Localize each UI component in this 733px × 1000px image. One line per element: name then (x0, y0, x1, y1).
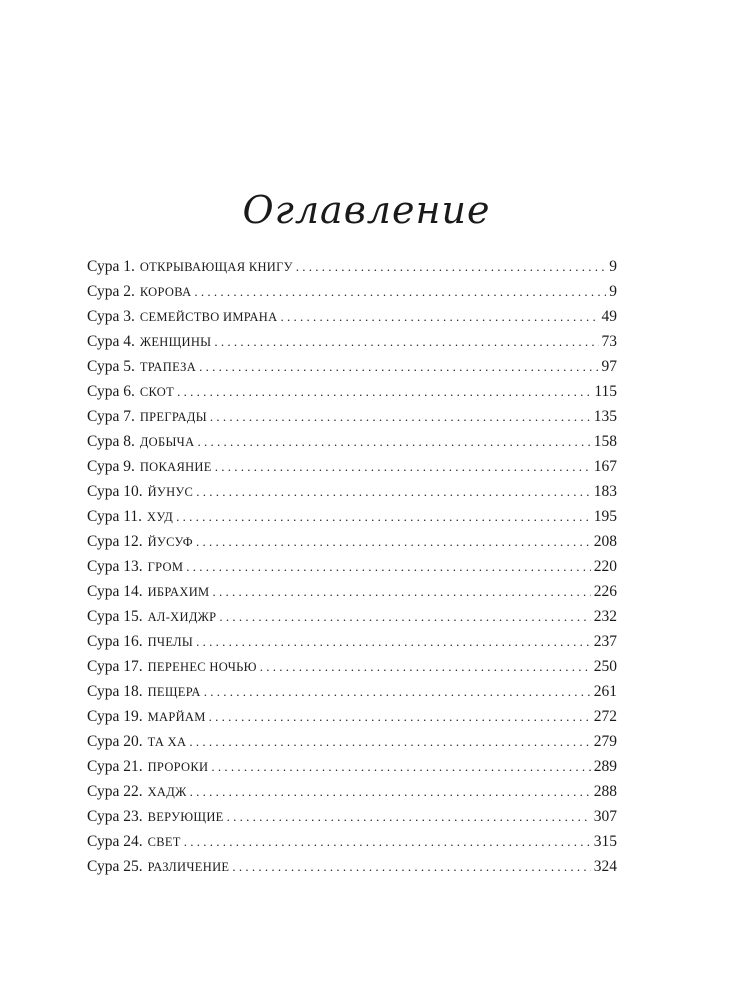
toc-entry-page-number: 261 (593, 683, 617, 700)
toc-entry-page-number: 183 (593, 483, 617, 500)
toc-entry[interactable] (87, 683, 617, 708)
toc-leader-dots (296, 259, 606, 275)
toc-entry[interactable] (87, 483, 617, 508)
toc-entry[interactable] (87, 808, 617, 833)
toc-entry-title: ПЧЕЛЫ (147, 635, 194, 649)
page-title: Оглавление (242, 188, 491, 232)
toc-entry-title: ХАДЖ (147, 785, 187, 799)
toc-leader-dots (196, 484, 591, 500)
toc-entry-title: КОРОВА (139, 285, 192, 299)
toc-entry[interactable] (87, 758, 617, 783)
toc-entry-number: Сура 25. (87, 858, 143, 875)
toc-entry-title: ЙУСУФ (147, 535, 193, 549)
toc-leader-dots (232, 859, 590, 875)
toc-entry-title: РАЗЛИЧЕНИЕ (147, 860, 230, 874)
toc-leader-dots (199, 359, 598, 375)
toc-entry-page-number: 9 (609, 283, 617, 300)
toc-entry-page-number: 49 (601, 308, 617, 325)
toc-entry-page-number: 97 (601, 358, 617, 375)
toc-entry-number: Сура 7. (87, 408, 135, 425)
toc-entry-title: СКОТ (139, 385, 175, 399)
toc-entry-page-number: 272 (593, 708, 617, 725)
toc-leader-dots (184, 834, 591, 850)
toc-leader-dots (214, 334, 598, 350)
toc-entry-page-number: 315 (593, 833, 617, 850)
toc-entry-title: ПЕРЕНЕС НОЧЬЮ (147, 660, 257, 674)
toc-leader-dots (196, 634, 591, 650)
toc-entry-number: Сура 20. (87, 733, 143, 750)
toc-leader-dots (209, 709, 591, 725)
toc-entry-page-number: 208 (593, 533, 617, 550)
toc-entry-title: ОТКРЫВАЮЩАЯ КНИГУ (139, 260, 293, 274)
table-of-contents (87, 258, 617, 883)
toc-entry-title: ПЕЩЕРА (147, 685, 201, 699)
toc-leader-dots (189, 734, 590, 750)
toc-entry-number: Сура 17. (87, 658, 143, 675)
toc-entry-number: Сура 23. (87, 808, 143, 825)
toc-entry-number: Сура 15. (87, 608, 143, 625)
toc-entry-page-number: 226 (593, 583, 617, 600)
toc-entry[interactable] (87, 733, 617, 758)
toc-entry-number: Сура 10. (87, 483, 143, 500)
toc-leader-dots (212, 584, 590, 600)
toc-entry-title: ЖЕНЩИНЫ (139, 335, 212, 349)
toc-entry-number: Сура 6. (87, 383, 135, 400)
toc-entry-page-number: 158 (593, 433, 617, 450)
toc-entry-page-number: 324 (593, 858, 617, 875)
toc-leader-dots (177, 384, 591, 400)
toc-entry-title: ПРЕГРАДЫ (139, 410, 207, 424)
toc-entry-number: Сура 5. (87, 358, 135, 375)
toc-entry-number: Сура 22. (87, 783, 143, 800)
toc-entry[interactable] (87, 308, 617, 333)
toc-entry-title: ТРАПЕЗА (139, 360, 197, 374)
toc-leader-dots (211, 759, 590, 775)
toc-entry-title: СВЕТ (147, 835, 181, 849)
toc-entry-page-number: 289 (593, 758, 617, 775)
toc-entry-title: ПОКАЯНИЕ (139, 460, 212, 474)
toc-entry[interactable] (87, 783, 617, 808)
toc-entry[interactable] (87, 408, 617, 433)
toc-entry[interactable] (87, 633, 617, 658)
toc-leader-dots (186, 559, 590, 575)
toc-entry-page-number: 9 (609, 258, 617, 275)
toc-entry[interactable] (87, 533, 617, 558)
toc-leader-dots (215, 459, 591, 475)
toc-entry-page-number: 232 (593, 608, 617, 625)
toc-entry-title: ИБРАХИМ (147, 585, 210, 599)
toc-entry-page-number: 73 (601, 333, 617, 350)
toc-leader-dots (194, 284, 606, 300)
toc-entry-number: Сура 3. (87, 308, 135, 325)
toc-entry[interactable] (87, 458, 617, 483)
toc-entry[interactable] (87, 358, 617, 383)
toc-entry-number: Сура 24. (87, 833, 143, 850)
toc-entry[interactable] (87, 508, 617, 533)
toc-entry[interactable] (87, 558, 617, 583)
toc-leader-dots (219, 609, 590, 625)
toc-entry-title: ТА ХА (147, 735, 187, 749)
toc-entry-title: МАРЙАМ (147, 710, 206, 724)
toc-leader-dots (204, 684, 591, 700)
toc-entry-title: ЙУНУС (147, 485, 194, 499)
toc-leader-dots (190, 784, 591, 800)
toc-entry-page-number: 288 (593, 783, 617, 800)
toc-entry[interactable] (87, 333, 617, 358)
toc-entry-page-number: 279 (593, 733, 617, 750)
toc-entry-title: ХУД (147, 510, 174, 524)
toc-entry-number: Сура 14. (87, 583, 143, 600)
toc-entry[interactable] (87, 858, 617, 883)
toc-entry-title: ПРОРОКИ (147, 760, 209, 774)
toc-entry-page-number: 307 (593, 808, 617, 825)
toc-entry-number: Сура 18. (87, 683, 143, 700)
toc-entry-number: Сура 9. (87, 458, 135, 475)
toc-entry-number: Сура 8. (87, 433, 135, 450)
toc-entry[interactable] (87, 258, 617, 283)
toc-entry[interactable] (87, 383, 617, 408)
toc-entry-number: Сура 21. (87, 758, 143, 775)
toc-entry-title: ВЕРУЮЩИЕ (147, 810, 224, 824)
toc-leader-dots (176, 509, 591, 525)
toc-entry[interactable] (87, 583, 617, 608)
toc-entry-title: СЕМЕЙСТВО ИМРАНА (139, 310, 278, 324)
toc-leader-dots (227, 809, 591, 825)
toc-entry[interactable] (87, 608, 617, 633)
toc-entry-number: Сура 12. (87, 533, 143, 550)
toc-entry-title: ДОБЫЧА (139, 435, 195, 449)
toc-leader-dots (197, 434, 590, 450)
toc-entry[interactable] (87, 658, 617, 683)
toc-entry-number: Сура 11. (87, 508, 143, 525)
toc-entry[interactable] (87, 283, 617, 308)
toc-entry-title: АЛ-ХИДЖР (147, 610, 217, 624)
toc-entry-number: Сура 16. (87, 633, 143, 650)
toc-entry-title: ГРОМ (147, 560, 184, 574)
toc-entry[interactable] (87, 708, 617, 733)
toc-entry-page-number: 115 (594, 383, 617, 400)
toc-entry-page-number: 135 (593, 408, 617, 425)
toc-leader-dots (210, 409, 591, 425)
toc-leader-dots (196, 534, 591, 550)
toc-leader-dots (260, 659, 591, 675)
toc-entry-page-number: 220 (593, 558, 617, 575)
toc-entry-number: Сура 19. (87, 708, 143, 725)
toc-entry[interactable] (87, 433, 617, 458)
toc-entry-number: Сура 2. (87, 283, 135, 300)
toc-entry-number: Сура 13. (87, 558, 143, 575)
toc-entry[interactable] (87, 833, 617, 858)
toc-entry-page-number: 250 (593, 658, 617, 675)
toc-entry-page-number: 195 (593, 508, 617, 525)
toc-entry-number: Сура 4. (87, 333, 135, 350)
toc-entry-page-number: 167 (593, 458, 617, 475)
toc-leader-dots (280, 309, 598, 325)
toc-entry-number: Сура 1. (87, 258, 135, 275)
toc-entry-page-number: 237 (593, 633, 617, 650)
